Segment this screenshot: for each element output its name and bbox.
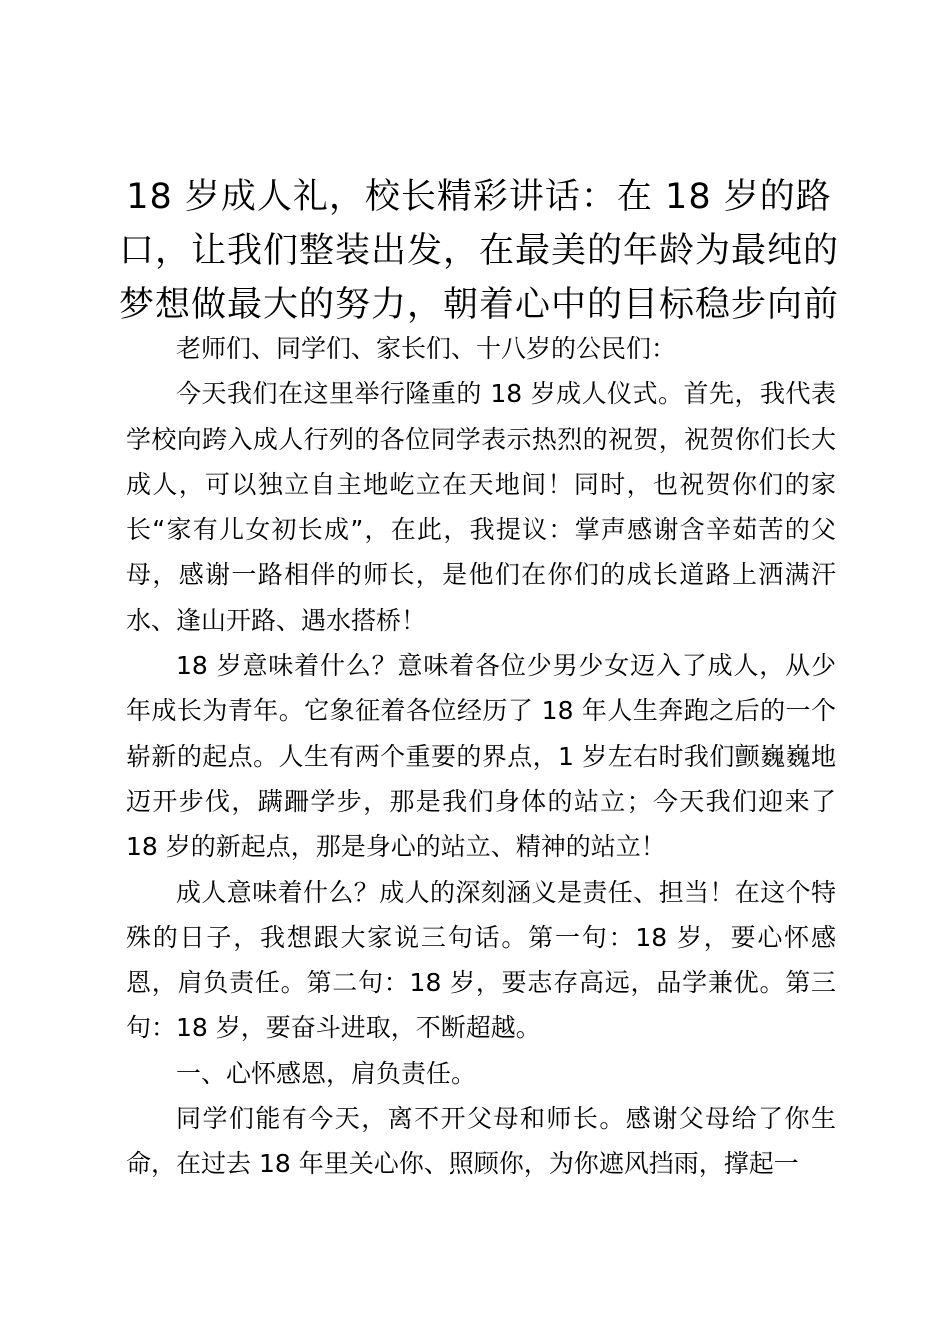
salutation-paragraph: 老师们、同学们、家长们、十八岁的公民们： [176, 334, 677, 363]
document-body [126, 326, 836, 1187]
body-paragraph: 成人意味着什么？成人的深刻涵义是责任、担当！在这个特殊的日子，我想跟大家说三句话。第一句：18 岁，要心怀感恩，肩负责任。第二句：18 岁，要志存高远，品学兼优。第三句：18 岁，要奋斗进取，不断超越。 [126, 877, 836, 1043]
document-title: 18 岁成人礼，校长精彩讲话：在 18 岁的路口，让我们整装出发，在最美的年龄为最纯的梦想做最大的努力，朝着心中的目标稳步向前 [118, 177, 839, 325]
body-paragraph: 18 岁意味着什么？意味着各位少男少女迈入了成人，从少年成长为青年。它象征着各位经历了 18 年人生奔跑之后的一个崭新的起点。人生有两个重要的界点，1 岁左右时我们颤巍巍地迈开步伐，蹒跚学步，那是我们身体的站立；今天我们迎来了 18 岁的新起点，那是身心的站立、精神的站立！ [126, 651, 836, 862]
body-paragraph: 今天我们在这里举行隆重的 18 岁成人仪式。首先，我代表学校向跨入成人行列的各位同学表示热烈的祝贺，祝贺你们长大成人，可以独立自主地屹立在天地间！同时，也祝贺你们的家长“家有儿女初长成”，在此，我提议：掌声感谢含辛茹苦的父母，感谢一路相伴的师长，是他们在你们的成长道路上洒满汗水、逢山开路、遇水搭桥！ [126, 379, 836, 635]
section-heading: 一、心怀感恩，肩负责任。 [176, 1058, 477, 1088]
body-paragraph: 同学们能有今天，离不开父母和师长。感谢父母给了你生命，在过去 18 年里关心你、照顾你，为你遮风挡雨，撑起一 [126, 1104, 836, 1179]
